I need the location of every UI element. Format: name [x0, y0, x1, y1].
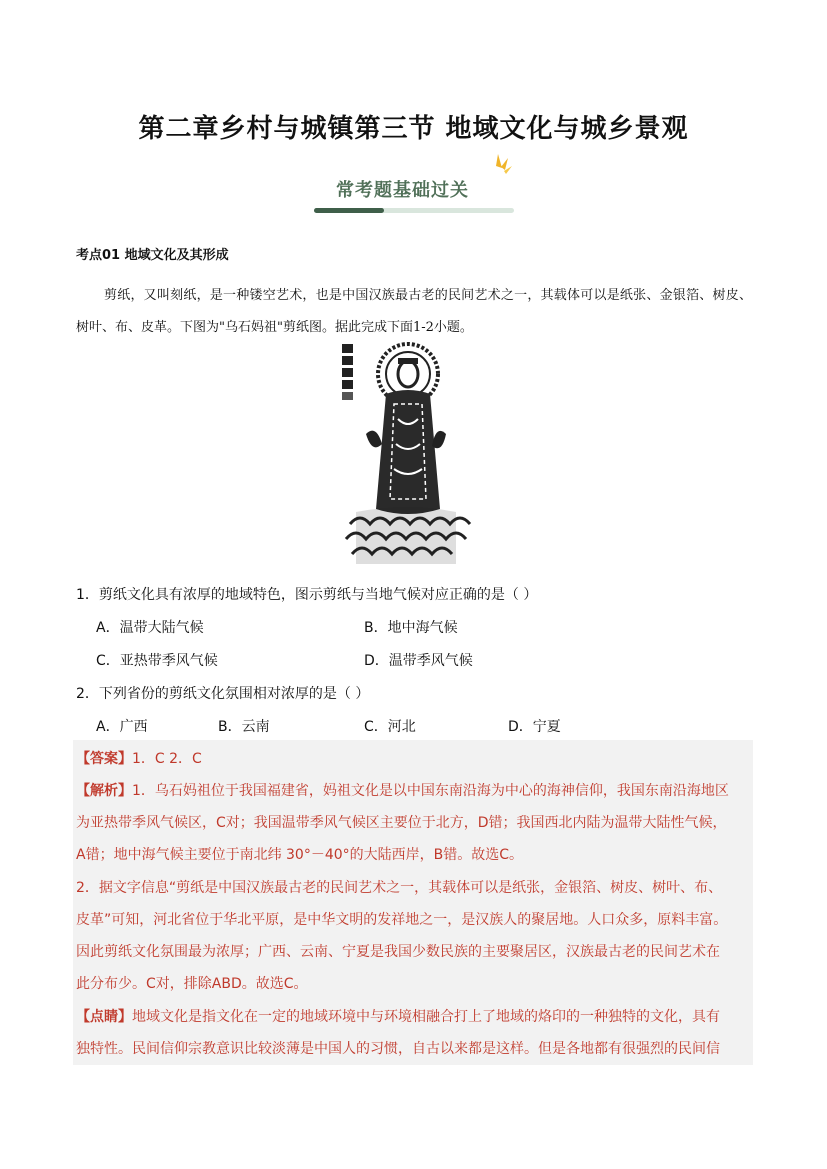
question-2-option-d[interactable]: D．宁夏 — [508, 719, 561, 735]
page-title: 第二章乡村与城镇第三节 地域文化与城乡景观 — [138, 114, 689, 144]
figure-caption-mark — [342, 344, 353, 400]
question-2-stem: 2．下列省份的剪纸文化氛围相对浓厚的是（ ） — [76, 686, 370, 702]
analysis-text: 1．乌石妈祖位于我国福建省，妈祖文化是以中国东南沿海为中心的海神信仰，我国东南沿海地区 — [132, 783, 729, 799]
comment-tag: 【点睛】 — [76, 1009, 132, 1025]
analysis-line: 皮革”可知，河北省位于华北平原，是中华文明的发祥地之一，是汉族人的聚居地。人口众多，原料丰富。 — [76, 912, 728, 928]
analysis-line — [76, 780, 729, 800]
intro-paragraph: 剪纸，又叫刻纸，是一种镂空艺术，也是中国汉族最古老的民间艺术之一，其载体可以是纸张、金银箔、树皮、树叶、布、皮革。下图为"乌石妈祖"剪纸图。据此完成下面1-2小题。 — [76, 288, 752, 335]
analysis-line: 2．据文字信息“剪纸是中国汉族最古老的民间艺术之一，其载体可以是纸张，金银箔、树皮、树叶、布、 — [76, 880, 723, 896]
question-1-stem: 1．剪纸文化具有浓厚的地域特色，图示剪纸与当地气候对应正确的是（ ） — [76, 587, 538, 603]
question-2-option-b[interactable]: B．云南 — [218, 719, 270, 735]
answer-text: 1．C 2．C — [132, 751, 202, 767]
analysis-line: 此分布少。C对，排除ABD。故选C。 — [76, 976, 308, 992]
question-1-option-d[interactable]: D．温带季风气候 — [364, 653, 473, 669]
papercut-figure-image — [336, 334, 472, 566]
sparkle-icon — [490, 152, 514, 182]
section-heading: 考点01 地域文化及其形成 — [76, 248, 229, 263]
analysis-tag: 【解析】 — [76, 783, 132, 799]
comment-text: 地域文化是指文化在一定的地域环境中与环境相融合打上了地域的烙印的一种独特的文化，具有 — [132, 1009, 720, 1025]
question-2-option-a[interactable]: A．广西 — [96, 719, 148, 735]
banner-underline-accent — [314, 208, 384, 213]
analysis-line: 因此剪纸文化氛围最为浓厚；广西、云南、宁夏是我国少数民族的主要聚居区，汉族最古老的民间艺术在 — [76, 944, 720, 960]
answer-line — [76, 748, 202, 768]
section-banner — [314, 152, 514, 216]
banner-label: 常考题基础过关 — [336, 180, 469, 201]
question-1-option-b[interactable]: B．地中海气候 — [364, 620, 458, 636]
comment-line: 独特性。民间信仰宗教意识比较淡薄是中国人的习惯，自古以来都是这样。但是各地都有很强烈的民间信 — [76, 1041, 720, 1057]
comment-line — [76, 1006, 720, 1026]
analysis-line: A错；地中海气候主要位于南北纬 30°－40°的大陆西岸，B错。故选C。 — [76, 847, 524, 863]
banner-underline — [314, 208, 514, 213]
question-1-option-a[interactable]: A．温带大陆气候 — [96, 620, 204, 636]
answer-tag: 【答案】 — [76, 751, 132, 767]
analysis-line: 为亚热带季风气候区，C对；我国温带季风气候区主要位于北方，D错；我国西北内陆为温带大陆性气候， — [76, 815, 727, 831]
question-1-option-c[interactable]: C．亚热带季风气候 — [96, 653, 218, 669]
question-2-option-c[interactable]: C．河北 — [364, 719, 416, 735]
